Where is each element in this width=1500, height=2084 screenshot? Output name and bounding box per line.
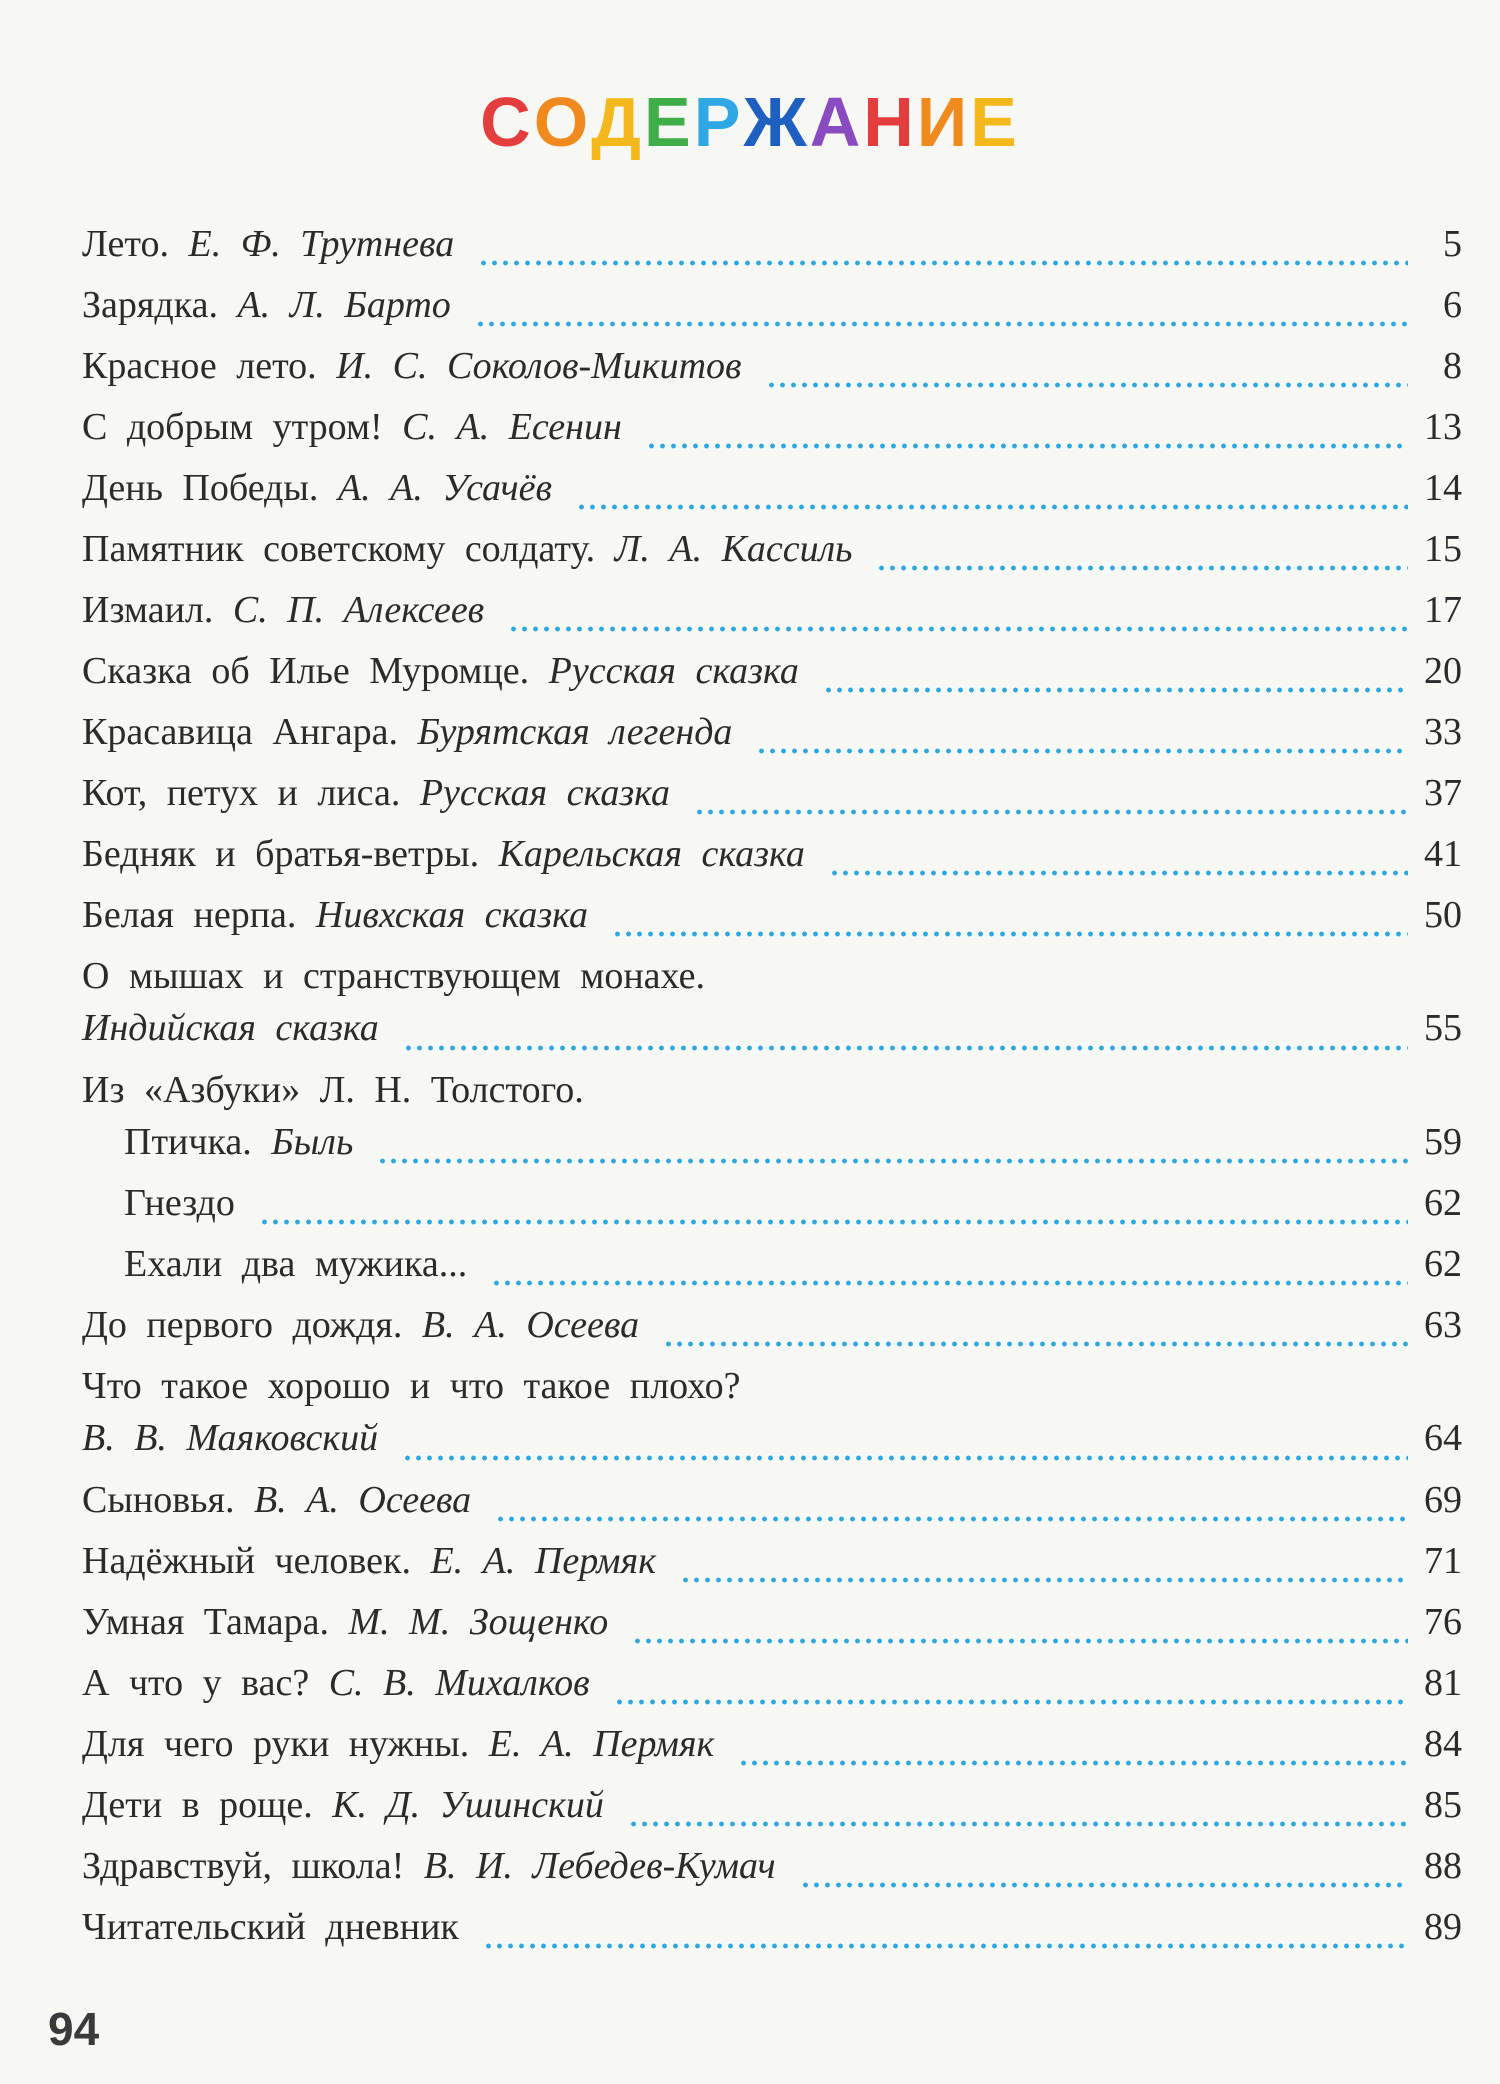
entry-title: Умная Тамара. bbox=[82, 1601, 329, 1643]
dot-leader bbox=[478, 260, 1408, 266]
entry-page-number: 6 bbox=[1443, 284, 1462, 326]
entry-author: Русская сказка bbox=[400, 772, 670, 814]
toc-entry bbox=[82, 1006, 1462, 1068]
dot-leader bbox=[823, 687, 1408, 693]
entry-author: В. В. Маяковский bbox=[82, 1417, 379, 1459]
toc-entry bbox=[82, 1783, 1462, 1844]
toc-entry bbox=[82, 405, 1462, 466]
toc-entry bbox=[82, 283, 1462, 344]
dot-leader bbox=[614, 1699, 1408, 1705]
entry-page-number: 5 bbox=[1443, 223, 1462, 265]
title-letter: Е bbox=[644, 83, 694, 161]
entry-title: С добрым утром! bbox=[82, 406, 383, 448]
entry-page-number: 55 bbox=[1424, 1007, 1462, 1049]
dot-leader bbox=[756, 748, 1408, 754]
dot-leader bbox=[663, 1341, 1408, 1347]
entry-title: Читательский дневник bbox=[82, 1906, 459, 1948]
entry-author: А. А. Усачёв bbox=[318, 467, 553, 509]
entry-page-number: 13 bbox=[1424, 406, 1462, 448]
entry-author: С. В. Михалков bbox=[309, 1662, 590, 1704]
table-of-contents bbox=[82, 222, 1462, 1966]
entry-author: И. С. Соколов-Микитов bbox=[316, 345, 742, 387]
toc-entry bbox=[82, 1068, 1462, 1120]
entry-page-number: 88 bbox=[1424, 1845, 1462, 1887]
entry-title: Гнездо bbox=[124, 1182, 235, 1224]
entry-author: Л. А. Кассиль bbox=[595, 528, 853, 570]
entry-title: Бедняк и братья-ветры. bbox=[82, 833, 480, 875]
entry-page-number: 85 bbox=[1424, 1784, 1462, 1826]
entry-author: С. П. Алексеев bbox=[213, 589, 485, 631]
dot-leader bbox=[800, 1882, 1408, 1888]
entry-title: Из «Азбуки» Л. Н. Толстого. bbox=[82, 1069, 584, 1111]
entry-page-number: 71 bbox=[1424, 1540, 1462, 1582]
title-letter: О bbox=[533, 83, 592, 161]
toc-entry bbox=[82, 1242, 1462, 1303]
toc-entry bbox=[82, 466, 1462, 527]
dot-leader bbox=[483, 1943, 1408, 1949]
entry-title: Что такое хорошо и что такое плохо? bbox=[82, 1365, 741, 1407]
toc-entry bbox=[82, 1364, 1462, 1416]
dot-leader bbox=[491, 1280, 1408, 1286]
entry-title: Птичка. bbox=[124, 1121, 252, 1163]
dot-leader bbox=[766, 382, 1408, 388]
entry-page-number: 50 bbox=[1424, 894, 1462, 936]
entry-title: А что у вас? bbox=[82, 1662, 310, 1704]
toc-entry bbox=[82, 1120, 1462, 1181]
entry-page-number: 62 bbox=[1424, 1182, 1462, 1224]
entry-title: Красавица Ангара. bbox=[82, 711, 398, 753]
toc-entry bbox=[82, 1539, 1462, 1600]
dot-leader bbox=[829, 870, 1408, 876]
entry-author: Карельская сказка bbox=[479, 833, 805, 875]
entry-author: С. А. Есенин bbox=[382, 406, 622, 448]
entry-page-number: 17 bbox=[1424, 589, 1462, 631]
dot-leader bbox=[576, 504, 1408, 510]
entry-title: Ехали два мужика... bbox=[124, 1243, 468, 1285]
title-letter: Ж bbox=[743, 83, 810, 161]
entry-title: Зарядка. bbox=[82, 284, 218, 326]
title-letter: И bbox=[916, 83, 971, 161]
toc-entry bbox=[82, 1303, 1462, 1364]
entry-page-number: 89 bbox=[1424, 1906, 1462, 1948]
entry-title: Здравствуй, школа! bbox=[82, 1845, 405, 1887]
entry-author: Индийская сказка bbox=[82, 1007, 379, 1049]
entry-page-number: 33 bbox=[1424, 711, 1462, 753]
entry-author: К. Д. Ушинский bbox=[312, 1784, 604, 1826]
entry-page-number: 59 bbox=[1424, 1121, 1462, 1163]
entry-title: День Победы. bbox=[82, 467, 319, 509]
entry-title: Памятник советскому солдату. bbox=[82, 528, 596, 570]
dot-leader bbox=[738, 1760, 1408, 1766]
entry-author: В. А. Осеева bbox=[234, 1479, 472, 1521]
entry-title: О мышах и странствующем монахе. bbox=[82, 955, 705, 997]
dot-leader bbox=[876, 565, 1408, 571]
entry-author: Быль bbox=[251, 1121, 354, 1163]
page-number: 94 bbox=[48, 2003, 100, 2055]
dot-leader bbox=[377, 1158, 1408, 1164]
entry-title: Белая нерпа. bbox=[82, 894, 297, 936]
toc-entry bbox=[82, 1905, 1462, 1966]
entry-page-number: 84 bbox=[1424, 1723, 1462, 1765]
dot-leader bbox=[646, 443, 1408, 449]
toc-entry bbox=[82, 1661, 1462, 1722]
toc-entry bbox=[82, 588, 1462, 649]
entry-author: А. Л. Барто bbox=[217, 284, 451, 326]
toc-entry bbox=[82, 771, 1462, 832]
entry-author: Е. Ф. Трутнева bbox=[168, 223, 455, 265]
entry-title: Для чего руки нужны. bbox=[82, 1723, 470, 1765]
toc-entry bbox=[82, 954, 1462, 1006]
entry-page-number: 63 bbox=[1424, 1304, 1462, 1346]
dot-leader bbox=[632, 1638, 1408, 1644]
entry-page-number: 76 bbox=[1424, 1601, 1462, 1643]
toc-entry bbox=[82, 649, 1462, 710]
dot-leader bbox=[694, 809, 1408, 815]
dot-leader bbox=[508, 626, 1408, 632]
entry-author: Е. А. Пермяк bbox=[469, 1723, 715, 1765]
entry-page-number: 81 bbox=[1424, 1662, 1462, 1704]
title-letter: Д bbox=[591, 83, 645, 161]
entry-author: М. М. Зощенко bbox=[328, 1601, 609, 1643]
entry-author: В. И. Лебедев-Кумач bbox=[404, 1845, 776, 1887]
entry-title: До первого дождя. bbox=[82, 1304, 403, 1346]
entry-page-number: 15 bbox=[1424, 528, 1462, 570]
entry-author: Русская сказка bbox=[529, 650, 799, 692]
entry-page-number: 14 bbox=[1424, 467, 1462, 509]
dot-leader bbox=[259, 1219, 1408, 1225]
dot-leader bbox=[475, 321, 1408, 327]
toc-entry bbox=[82, 893, 1462, 954]
dot-leader bbox=[612, 931, 1408, 937]
toc-entry bbox=[82, 832, 1462, 893]
toc-entry bbox=[82, 344, 1462, 405]
title-letter: Р bbox=[693, 83, 744, 161]
entry-page-number: 64 bbox=[1424, 1417, 1462, 1459]
toc-entry bbox=[82, 1416, 1462, 1478]
entry-author: Бурятская легенда bbox=[398, 711, 733, 753]
entry-page-number: 20 bbox=[1424, 650, 1462, 692]
toc-entry bbox=[82, 1600, 1462, 1661]
entry-author: Е. А. Пермяк bbox=[410, 1540, 656, 1582]
toc-entry bbox=[82, 1722, 1462, 1783]
toc-entry bbox=[82, 1181, 1462, 1242]
entry-author: В. А. Осеева bbox=[402, 1304, 640, 1346]
toc-entry bbox=[82, 710, 1462, 771]
entry-page-number: 8 bbox=[1443, 345, 1462, 387]
entry-title: Сыновья. bbox=[82, 1479, 235, 1521]
entry-title: Красное лето. bbox=[82, 345, 317, 387]
entry-title: Надёжный человек. bbox=[82, 1540, 411, 1582]
dot-leader bbox=[680, 1577, 1408, 1583]
entry-page-number: 69 bbox=[1424, 1479, 1462, 1521]
entry-title: Сказка об Илье Муромце. bbox=[82, 650, 530, 692]
toc-entry bbox=[82, 527, 1462, 588]
toc-entry bbox=[82, 1844, 1462, 1905]
entry-page-number: 62 bbox=[1424, 1243, 1462, 1285]
title-letter: Е bbox=[970, 83, 1020, 161]
entry-page-number: 37 bbox=[1424, 772, 1462, 814]
toc-entry bbox=[82, 1478, 1462, 1539]
entry-title: Дети в роще. bbox=[82, 1784, 313, 1826]
page-title bbox=[0, 82, 1500, 162]
title-letter: А bbox=[809, 83, 864, 161]
entry-title: Лето. bbox=[82, 223, 169, 265]
toc-entry bbox=[82, 222, 1462, 283]
entry-title: Кот, петух и лиса. bbox=[82, 772, 401, 814]
title-letter: Н bbox=[863, 83, 917, 161]
dot-leader bbox=[403, 1045, 1408, 1051]
dot-leader bbox=[628, 1821, 1408, 1827]
entry-title: Измаил. bbox=[82, 589, 214, 631]
dot-leader bbox=[402, 1455, 1408, 1461]
entry-author: Нивхская сказка bbox=[296, 894, 588, 936]
entry-page-number: 41 bbox=[1424, 833, 1462, 875]
dot-leader bbox=[495, 1516, 1408, 1522]
title-letter: С bbox=[480, 83, 534, 161]
